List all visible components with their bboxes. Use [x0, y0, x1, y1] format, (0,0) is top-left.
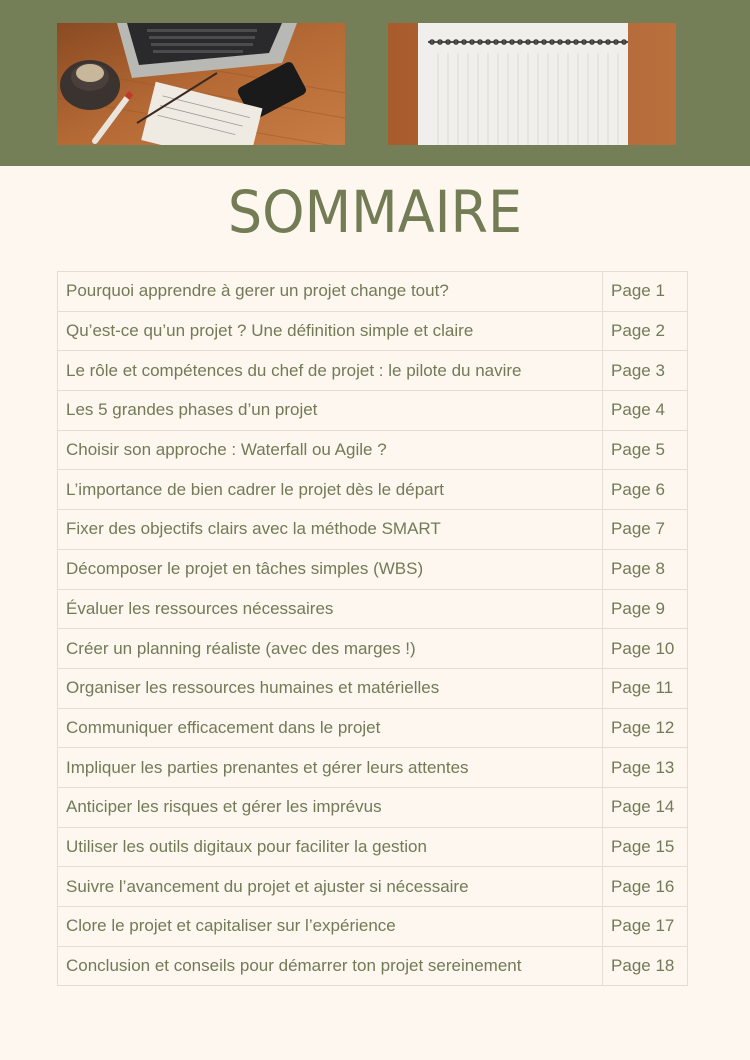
toc-row[interactable] [58, 748, 688, 788]
toc-entry-title: Impliquer les parties prenantes et gérer leurs attentes [58, 748, 603, 788]
toc-entry-title: Choisir son approche : Waterfall ou Agile ? [58, 430, 603, 470]
toc-row[interactable] [58, 351, 688, 391]
toc-row[interactable] [58, 589, 688, 629]
toc-entry-title: Décomposer le projet en tâches simples (WBS) [58, 549, 603, 589]
toc-entry-page: Page 15 [603, 827, 688, 867]
toc-row[interactable] [58, 946, 688, 986]
toc-entry-title: Le rôle et compétences du chef de projet : le pilote du navire [58, 351, 603, 391]
toc-row[interactable] [58, 430, 688, 470]
toc-entry-page: Page 4 [603, 391, 688, 431]
toc-entry-page: Page 12 [603, 708, 688, 748]
toc-entry-title: Clore le projet et capitaliser sur l’expérience [58, 907, 603, 947]
toc-entry-title: Pourquoi apprendre à gerer un projet change tout? [58, 272, 603, 312]
toc-entry-title: Organiser les ressources humaines et matérielles [58, 668, 603, 708]
notepad-photo [388, 23, 676, 145]
toc-row[interactable] [58, 391, 688, 431]
toc-row[interactable] [58, 668, 688, 708]
toc-entry-page: Page 2 [603, 311, 688, 351]
toc-entry-title: Créer un planning réaliste (avec des marges !) [58, 629, 603, 669]
toc-row[interactable] [58, 272, 688, 312]
toc-row[interactable] [58, 867, 688, 907]
toc-row[interactable] [58, 708, 688, 748]
toc-entry-title: Les 5 grandes phases d’un projet [58, 391, 603, 431]
toc-row[interactable] [58, 510, 688, 550]
toc-entry-page: Page 10 [603, 629, 688, 669]
toc-row[interactable] [58, 827, 688, 867]
toc-row[interactable] [58, 549, 688, 589]
toc-entry-page: Page 13 [603, 748, 688, 788]
toc-entry-page: Page 9 [603, 589, 688, 629]
toc-row[interactable] [58, 470, 688, 510]
toc-entry-page: Page 3 [603, 351, 688, 391]
toc-entry-page: Page 7 [603, 510, 688, 550]
toc-entry-page: Page 17 [603, 907, 688, 947]
desk-photo [57, 23, 345, 145]
toc-row[interactable] [58, 787, 688, 827]
table-of-contents [57, 271, 688, 986]
toc-entry-title: Évaluer les ressources nécessaires [58, 589, 603, 629]
toc-row[interactable] [58, 907, 688, 947]
toc-entry-page: Page 18 [603, 946, 688, 986]
toc-entry-page: Page 8 [603, 549, 688, 589]
toc-entry-title: L’importance de bien cadrer le projet dès le départ [58, 470, 603, 510]
toc-entry-title: Communiquer efficacement dans le projet [58, 708, 603, 748]
toc-entry-page: Page 11 [603, 668, 688, 708]
page-title: SOMMAIRE [227, 178, 523, 246]
toc-entry-title: Fixer des objectifs clairs avec la méthode SMART [58, 510, 603, 550]
toc-entry-title: Qu’est-ce qu’un projet ? Une définition simple et claire [58, 311, 603, 351]
toc-entry-title: Suivre l’avancement du projet et ajuster si nécessaire [58, 867, 603, 907]
toc-entry-title: Anticiper les risques et gérer les imprévus [58, 787, 603, 827]
toc-entry-page: Page 5 [603, 430, 688, 470]
toc-entry-page: Page 1 [603, 272, 688, 312]
toc-entry-title: Utiliser les outils digitaux pour faciliter la gestion [58, 827, 603, 867]
toc-row[interactable] [58, 629, 688, 669]
toc-entry-title: Conclusion et conseils pour démarrer ton projet sereinement [58, 946, 603, 986]
toc-entry-page: Page 14 [603, 787, 688, 827]
toc-entry-page: Page 6 [603, 470, 688, 510]
toc-entry-page: Page 16 [603, 867, 688, 907]
toc-row[interactable] [58, 311, 688, 351]
